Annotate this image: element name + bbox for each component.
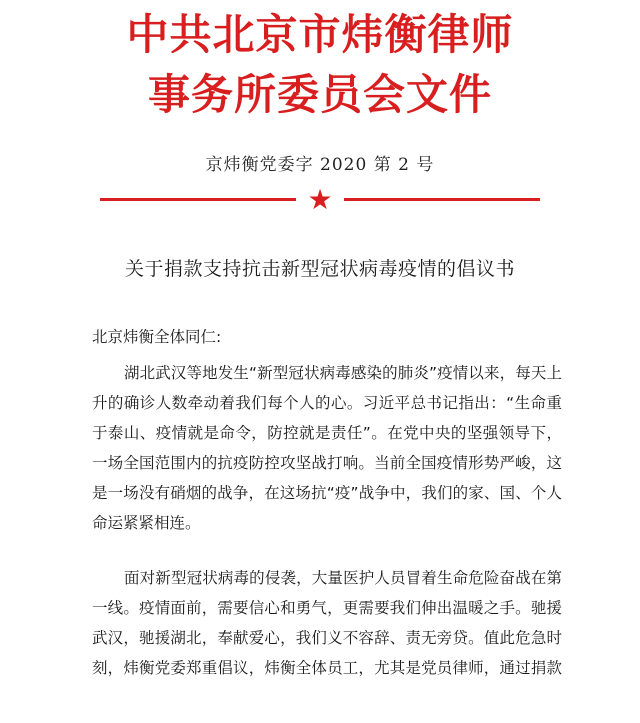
divider-left-line [100,198,296,201]
paragraph-line: 面对新型冠状病毒的侵袭，大量医护人员冒着生命危险奋战在第 [124,569,562,587]
paragraph-line: 武汉，驰援湖北，奉献爱心，我们义不容辞、责无旁贷。值此危急时 [92,629,562,647]
paragraph-line: 一场全国范围内的抗疫防控攻坚战打响。当前全国疫情形势严峻，这 [92,454,562,472]
divider-right-line [344,198,540,201]
paragraph-line: 湖北武汉等地发生“新型冠状病毒感染的肺炎”疫情以来，每天上 [124,364,562,382]
paragraph-line: 一线。疫情面前，需要信心和勇气，更需要我们伸出温暖之手。驰援 [92,599,562,617]
paragraph-1 [92,358,562,538]
paragraph-line: 命运紧紧相连。 [92,514,201,532]
header-title-line1: 中共北京市炜衡律师 [126,10,514,59]
salutation: 北京炜衡全体同仁: [92,328,222,346]
paragraph-line: 是一场没有硝烟的战争，在这场抗“疫”战争中，我们的家、国、个人 [92,484,562,502]
red-divider [100,183,540,216]
header-title-line2: 事务所委员会文件 [147,70,492,119]
paragraph-line: 刻，炜衡党委郑重倡议，炜衡全体员工，尤其是党员律师，通过捐款 [92,659,562,677]
paragraph-line: 于泰山、疫情就是命令，防控就是责任”。在党中央的坚强领导下， [92,424,562,442]
star-icon: ★ [307,183,333,216]
paragraph-2 [92,563,562,683]
document-number: 京炜衡党委字 2020 第 2 号 [205,155,435,175]
paragraph-line: 升的确诊人数牵动着我们每个人的心。习近平总书记指出：“生命重 [92,394,562,412]
document-title: 关于捐款支持抗击新型冠状病毒疫情的倡议书 [124,258,515,280]
